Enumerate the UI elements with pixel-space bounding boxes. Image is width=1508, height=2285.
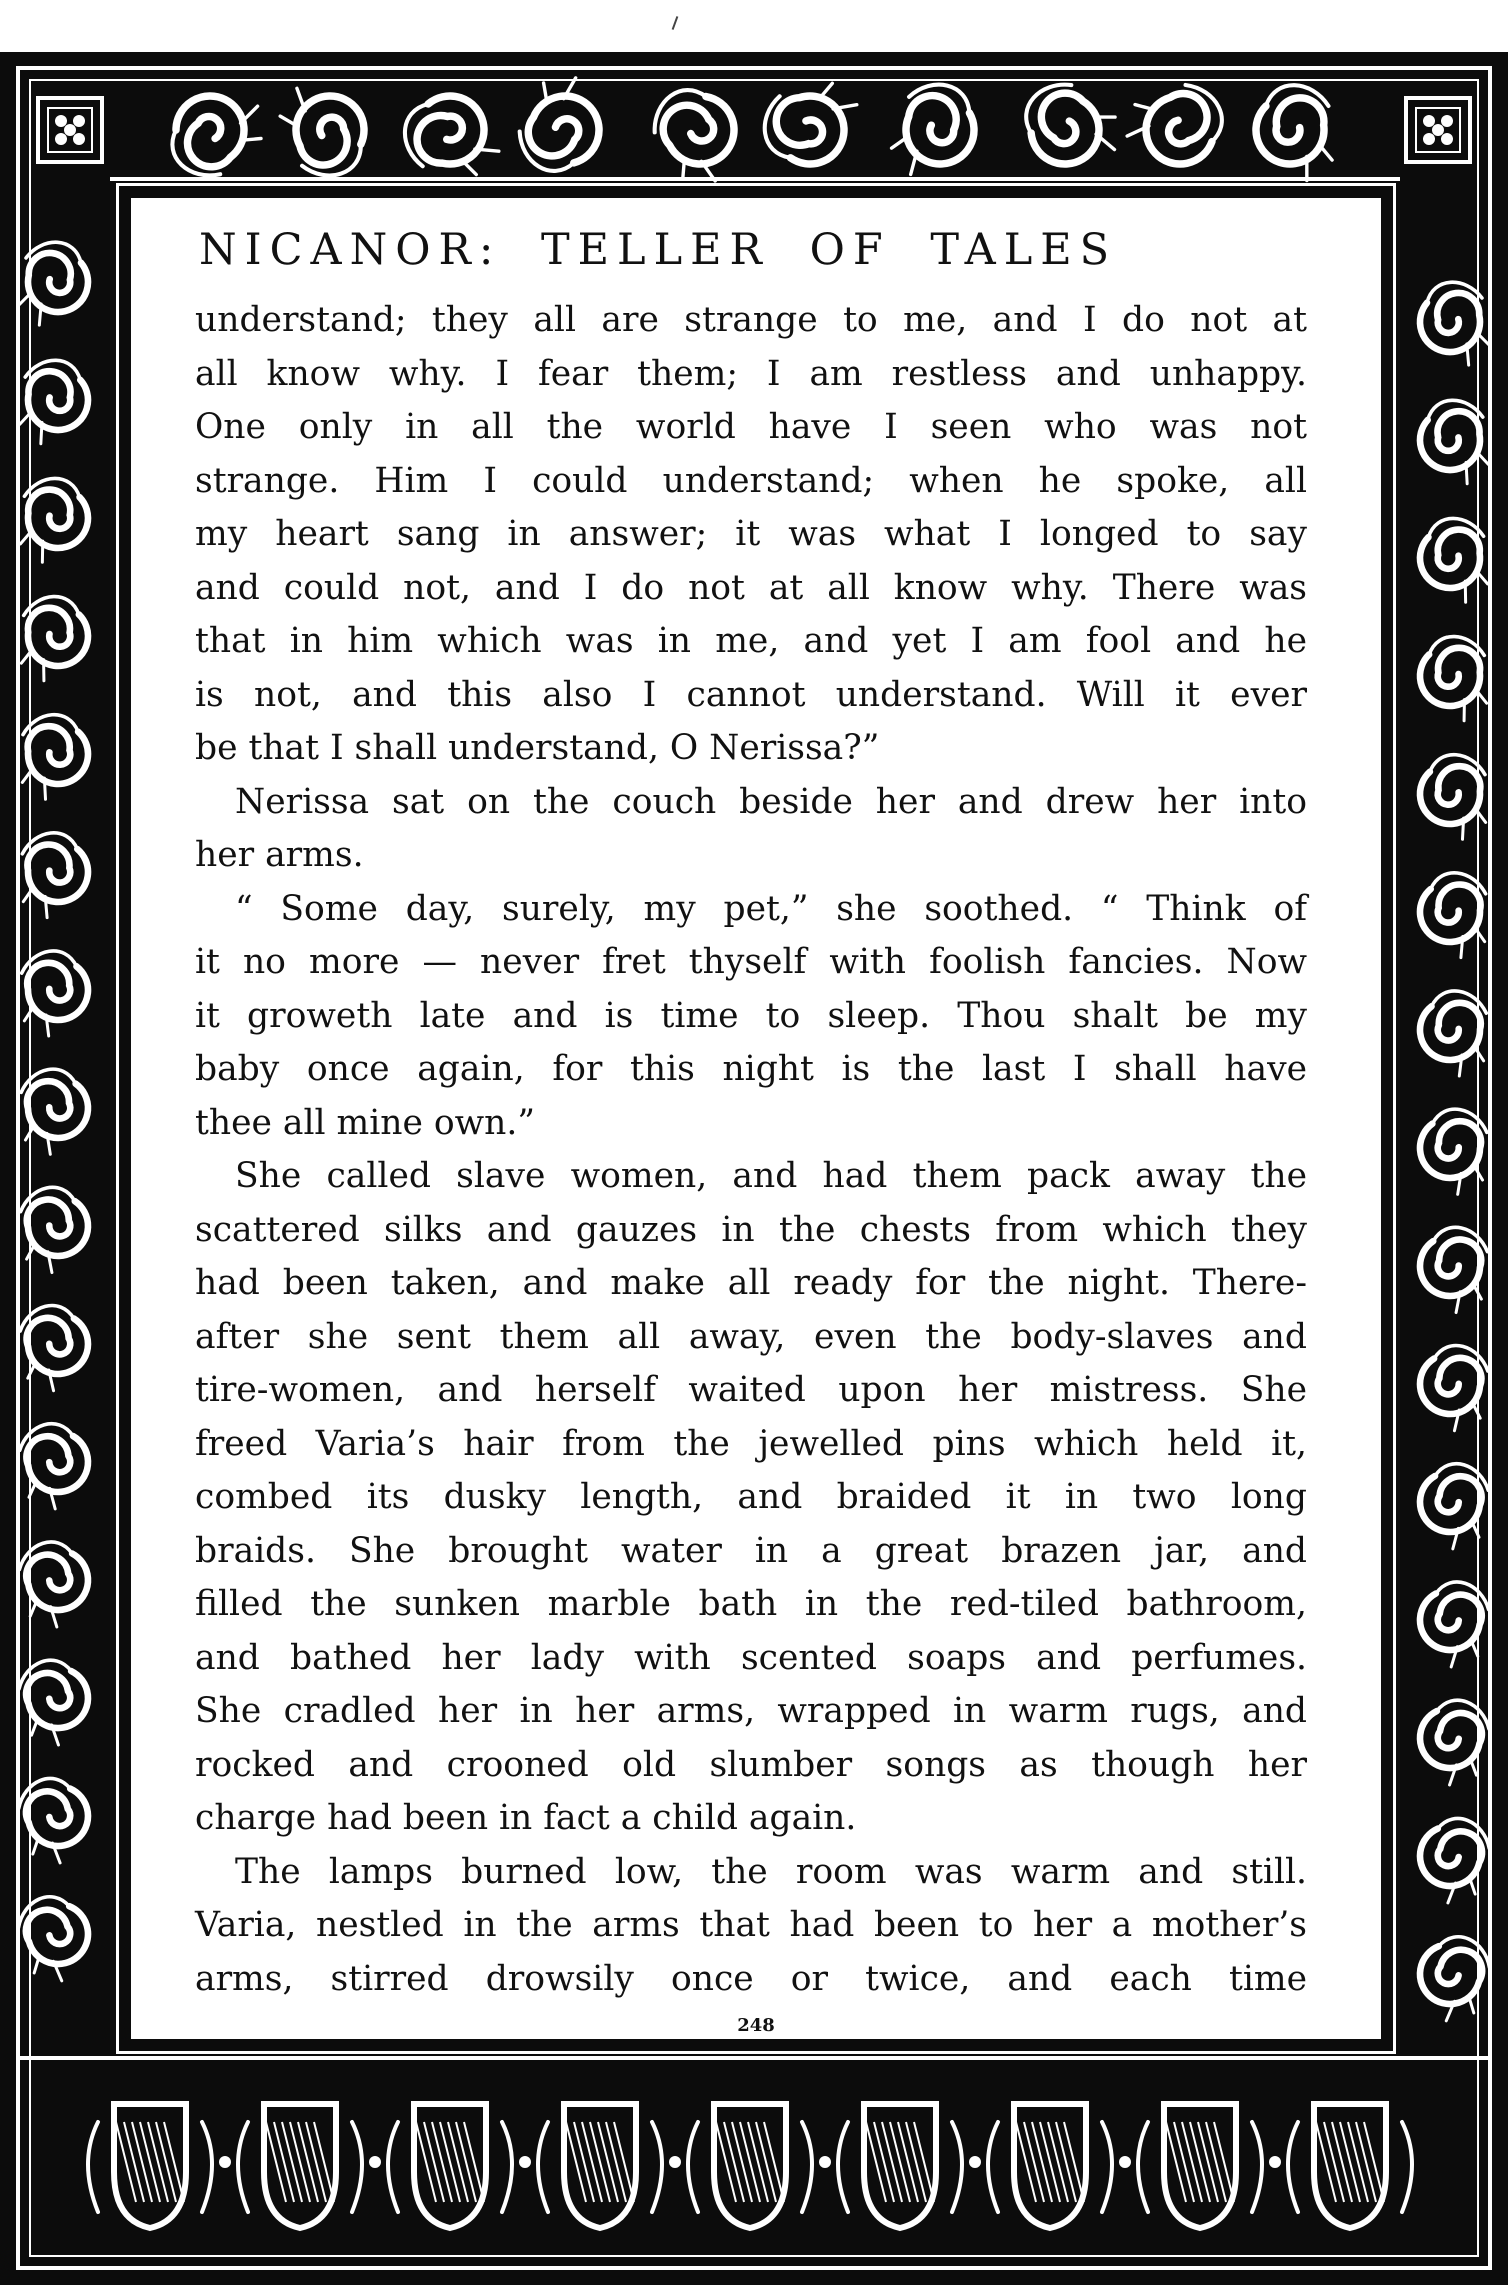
scroll-ornament xyxy=(1407,1453,1507,1556)
text-line: combed its dusky length, and braided it in two long xyxy=(195,1477,1307,1517)
scroll-ornament xyxy=(1406,861,1508,966)
shield-ornament xyxy=(238,2104,362,2228)
text-line: her arms. xyxy=(195,835,364,875)
text-line: after she sent them all away, even the body-slaves and xyxy=(195,1316,1307,1357)
scroll-ornament xyxy=(1405,506,1508,611)
scroll-ornament xyxy=(1120,70,1230,175)
scroll-ornament xyxy=(0,466,103,571)
running-head: NICANOR: TELLER OF TALES xyxy=(199,225,1118,275)
text-line: Nerissa sat on the couch beside her and drew her into xyxy=(235,781,1307,822)
ornament-dot xyxy=(369,2156,381,2168)
scroll-ornament xyxy=(873,72,989,185)
scroll-ornament xyxy=(0,703,102,808)
scroll-ornament xyxy=(265,78,379,187)
scroll-ornament xyxy=(1405,624,1508,729)
ornament-dot xyxy=(1269,2156,1281,2168)
scroll-ornament xyxy=(1024,80,1119,167)
border-rule xyxy=(110,177,1400,181)
text-line: thee all mine own.” xyxy=(195,1102,535,1143)
text-line: One only in all the world have I seen who was not xyxy=(195,407,1307,447)
text-line: it groweth late and is time to sleep. Thou shalt be my xyxy=(195,995,1307,1036)
text-line: be that I shall understand, O Nerissa?” xyxy=(195,728,880,768)
ornament-dot xyxy=(819,2156,831,2168)
shield-ornament xyxy=(88,2104,212,2228)
scroll-ornament xyxy=(0,584,103,689)
scroll-ornament xyxy=(1407,1216,1508,1320)
shield-ornament xyxy=(988,2104,1112,2228)
stray-mark xyxy=(672,16,679,30)
text-line: my heart sang in answer; it was what I longed to say xyxy=(195,514,1307,554)
text-line: and bathed her lady with scented soaps and perfumes. xyxy=(195,1637,1307,1678)
shield-ornament xyxy=(1288,2104,1412,2228)
scroll-ornament xyxy=(646,85,740,186)
text-line: tire-women, and herself waited upon her mistress. She xyxy=(195,1370,1307,1410)
scroll-ornament xyxy=(1239,71,1358,190)
scroll-ornament xyxy=(0,1176,101,1280)
text-line: scattered silks and gauzes in the chests from which they xyxy=(195,1209,1307,1250)
scroll-ornament xyxy=(1406,979,1508,1084)
text-line: understand; they all are strange to me, and I do not at xyxy=(195,300,1307,340)
shield-ornament xyxy=(838,2104,962,2228)
text-line: charge had been in fact a child again. xyxy=(195,1798,857,1838)
scroll-ornament xyxy=(508,72,608,178)
text-line: She cradled her in her arms, wrapped in warm rugs, and xyxy=(195,1691,1307,1731)
scroll-ornament xyxy=(172,96,261,175)
text-line: baby once again, for this night is the last I shall have xyxy=(195,1049,1307,1089)
text-line: that in him which was in me, and yet I am fool and he xyxy=(195,621,1307,661)
scroll-ornament xyxy=(1406,1098,1508,1202)
corner-rosette xyxy=(38,98,102,162)
shield-ornament xyxy=(1138,2104,1262,2228)
scroll-ornament xyxy=(0,1295,101,1398)
text-line: “ Some day, surely, my pet,” she soothed. “ Think of xyxy=(235,888,1307,929)
scroll-ornament xyxy=(1405,270,1508,374)
text-line: had been taken, and make all ready for the night. There- xyxy=(195,1263,1307,1303)
text-line: freed Varia’s hair from the jewelled pins which held it, xyxy=(195,1423,1307,1464)
text-line: strange. Him I could understand; when he spoke, all xyxy=(195,460,1307,501)
ornament-dot xyxy=(969,2156,981,2168)
text-line: rocked and crooned old slumber songs as though her xyxy=(195,1744,1307,1785)
body-text xyxy=(195,294,1307,2006)
scroll-ornament xyxy=(0,821,102,926)
scroll-ornament xyxy=(0,939,102,1044)
text-line: filled the sunken marble bath in the red-tiled bathroom, xyxy=(195,1584,1307,1624)
scroll-ornament xyxy=(1,1413,101,1516)
scroll-ornament xyxy=(1407,1335,1508,1438)
scroll-ornament xyxy=(1405,388,1508,492)
text-line: and could not, and I do not at all know why. There was xyxy=(195,567,1307,608)
ornament-dot xyxy=(519,2156,531,2168)
scroll-ornament xyxy=(1406,743,1508,848)
ornament-dot xyxy=(219,2156,231,2168)
text-line: all know why. I fear them; I am restless and unhappy. xyxy=(195,353,1307,394)
text-line: it no more — never fret thyself with foolish fancies. Now xyxy=(195,942,1307,982)
text-line: The lamps burned low, the room was warm and still. xyxy=(235,1851,1307,1892)
scroll-ornament xyxy=(0,230,103,334)
corner-rosette xyxy=(1406,98,1470,162)
scroll-ornament xyxy=(0,1058,102,1162)
shield-ornament xyxy=(388,2104,512,2228)
text-line: braids. She brought water in a great brazen jar, and xyxy=(195,1530,1307,1571)
text-panel xyxy=(125,192,1387,2045)
scroll-ornament xyxy=(0,348,103,452)
ornament-dot xyxy=(669,2156,681,2168)
border-rule xyxy=(20,2056,1488,2060)
text-line: She called slave women, and had them pack away the xyxy=(235,1156,1307,1196)
shield-ornament xyxy=(688,2104,812,2228)
text-line: arms, stirred drowsily once or twice, and each time xyxy=(195,1958,1307,1999)
text-line: Varia, nestled in the arms that had been to her a mother’s xyxy=(195,1905,1307,1945)
text-line: is not, and this also I cannot understand. Will it ever xyxy=(195,674,1307,715)
ornament-dot xyxy=(1119,2156,1131,2168)
page-number: 248 xyxy=(737,2015,775,2036)
shield-ornament xyxy=(538,2104,662,2228)
